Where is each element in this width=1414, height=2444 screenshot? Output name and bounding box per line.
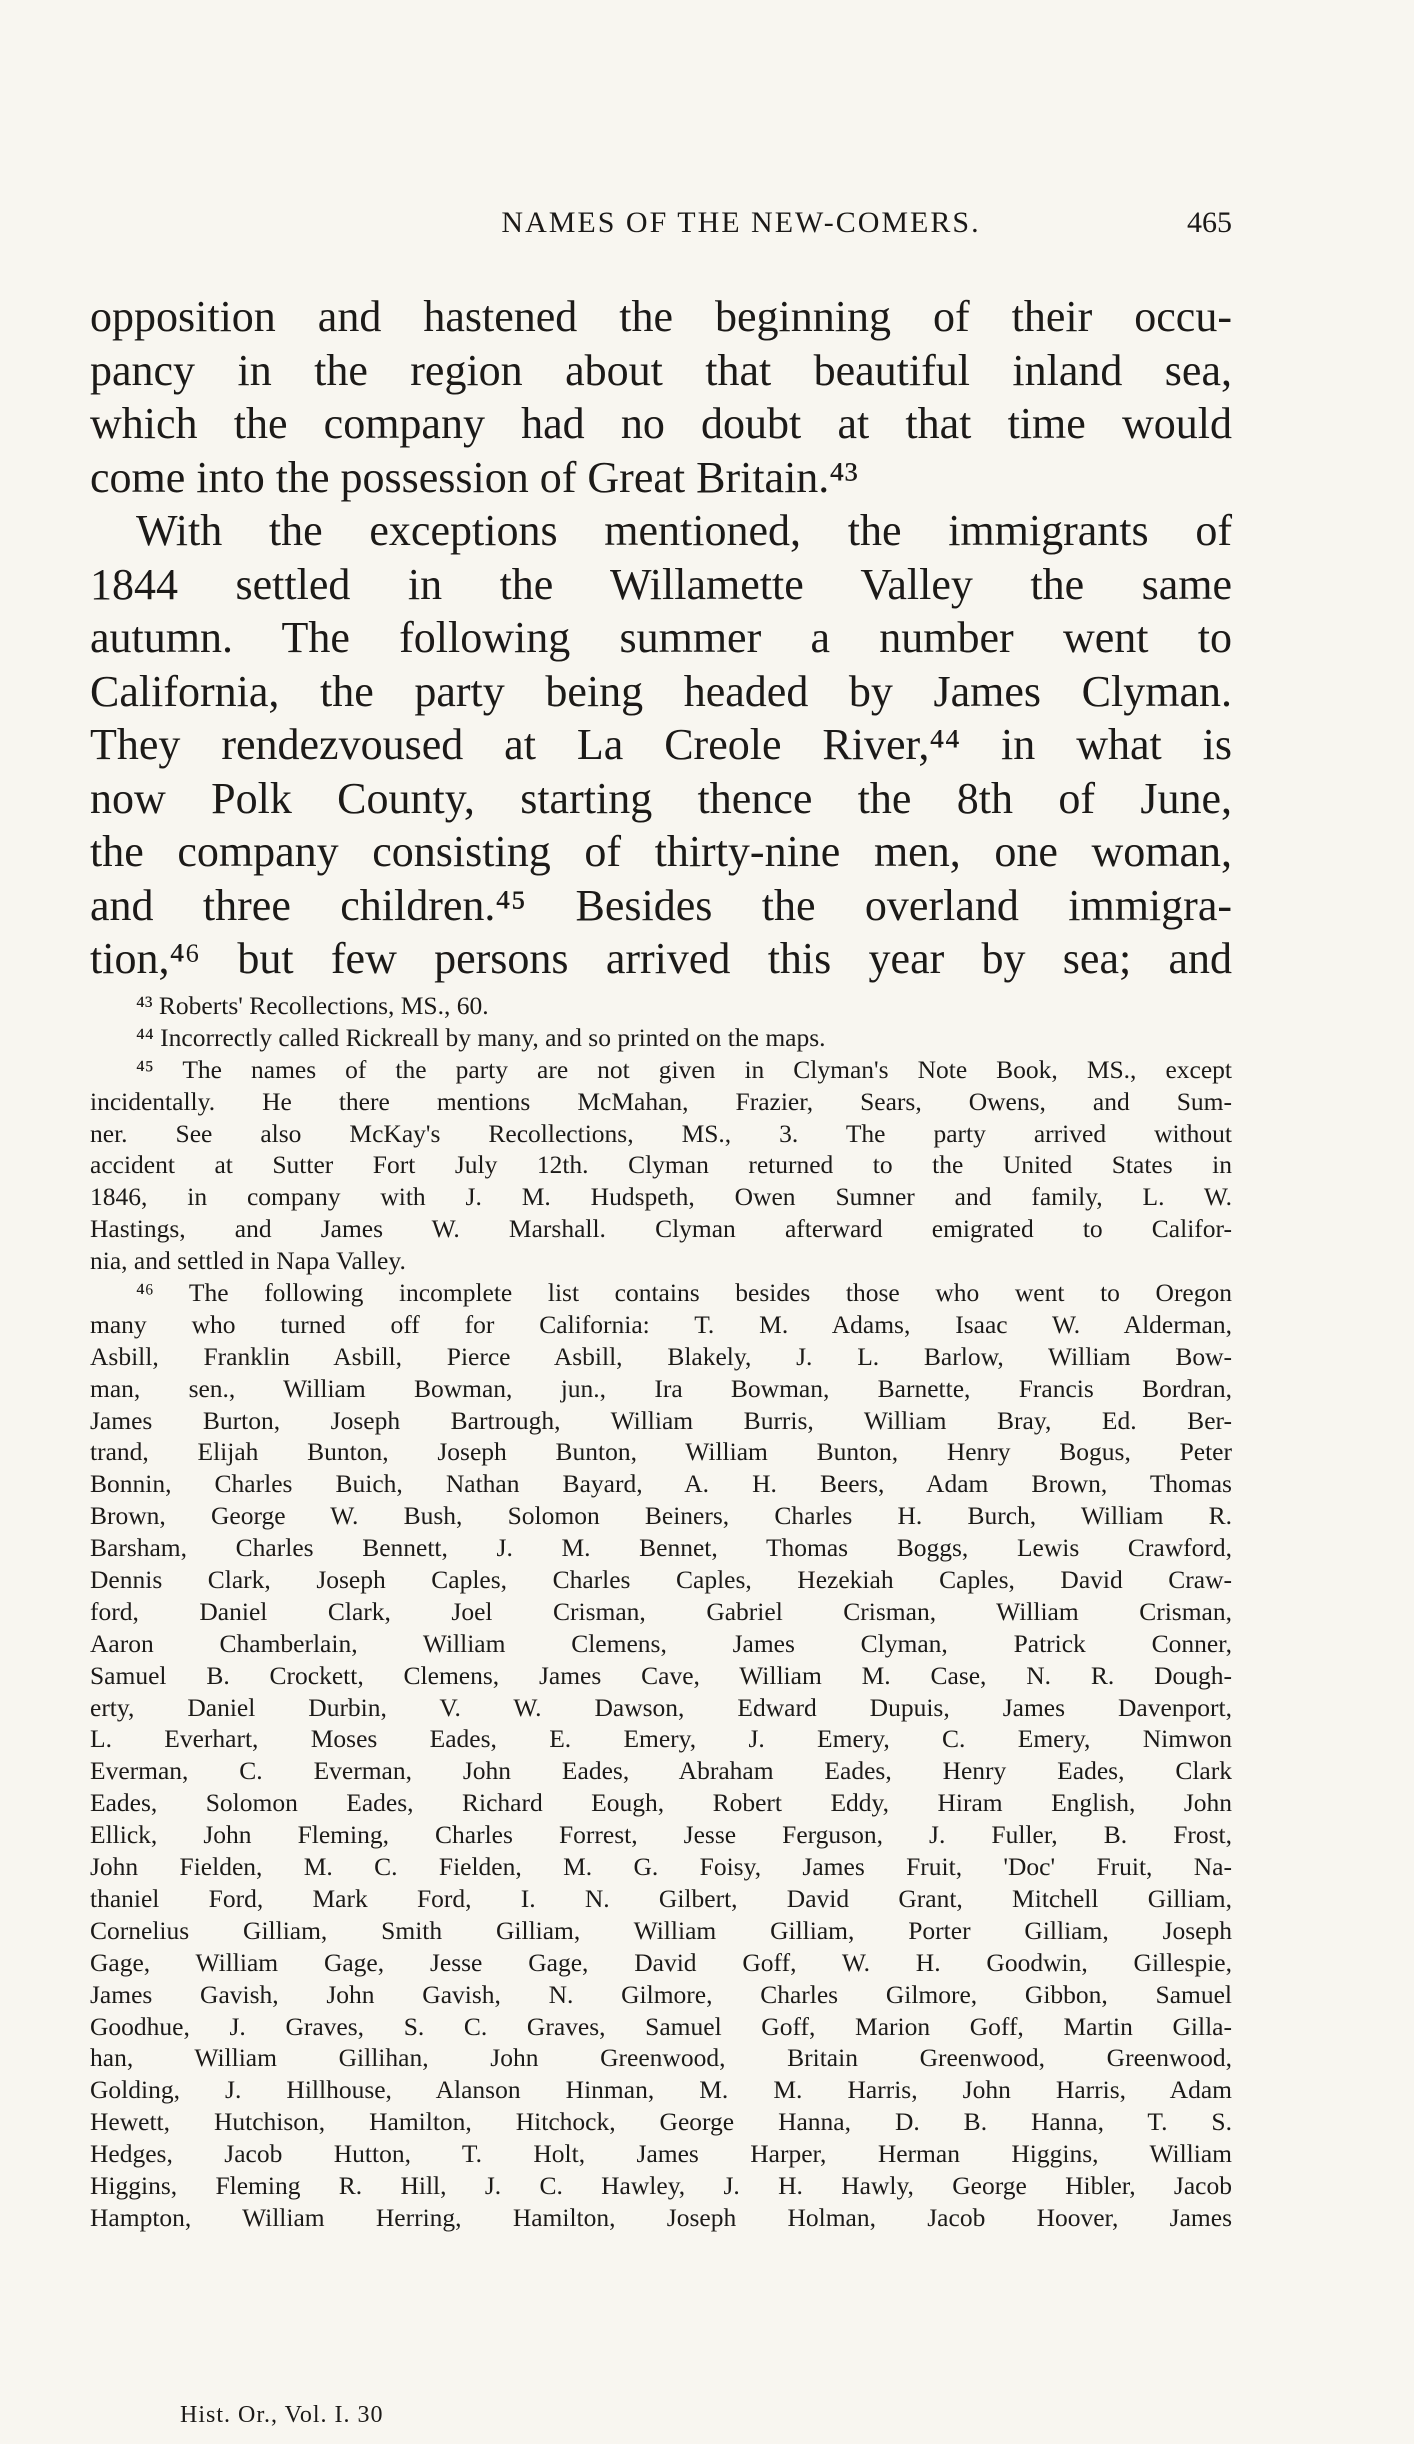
body-line: the company consisting of thirty-nine men, one woman, [90,827,1232,876]
footnote-line: incidentally. He there mentions McMahan, Frazier, Sears, Owens, and Sum- [90,1086,1232,1116]
footnote-line: Gage, William Gage, Jesse Gage, David Goff, W. H. Goodwin, Gillespie, [90,1947,1232,1977]
footnote-line: thaniel Ford, Mark Ford, I. N. Gilbert, David Grant, Mitchell Gilliam, [90,1883,1232,1913]
body-line: 1844 settled in the Willamette Valley the same [90,559,1232,609]
footnote-line: trand, Elijah Bunton, Joseph Bunton, William Bunton, Henry Bogus, Peter [90,1437,1232,1467]
page-header [250,206,1232,246]
footnote-line: Samuel B. Crockett, Clemens, James Cave, William M. Case, N. R. Dough- [90,1660,1232,1690]
body-line: California, the party being headed by James Clyman. [90,666,1232,716]
footnote-line: ner. See also McKay's Recollections, MS., 3. The party arrived without [90,1118,1232,1148]
body-line: pancy in the region about that beautiful inland sea, [90,345,1232,395]
footnote-line: L. Everhart, Moses Eades, E. Emery, J. Emery, C. Emery, Nimwon [90,1724,1232,1754]
footnote-line: Hedges, Jacob Hutton, T. Holt, James Harper, Herman Higgins, William [90,2139,1232,2169]
footnote-line: han, William Gillihan, John Greenwood, Britain Greenwood, Greenwood, [90,2043,1232,2073]
body-line: now Polk County, starting thence the 8th of June, [90,773,1232,823]
body-line: opposition and hastened the beginning of their occu- [90,292,1232,341]
footnote-line: Brown, George W. Bush, Solomon Beiners, Charles H. Burch, William R. [90,1501,1232,1531]
footnote-line: Aaron Chamberlain, William Clemens, James Clyman, Patrick Conner, [90,1628,1232,1658]
page-number: 465 [1187,206,1232,239]
footnote-line: Asbill, Franklin Asbill, Pierce Asbill, Blakely, J. L. Barlow, William Bow- [90,1341,1232,1371]
footnote-line: accident at Sutter Fort July 12th. Clyman returned to the United States in [90,1150,1232,1180]
body-line: come into the possession of Great Britain.⁴³ [90,452,858,502]
running-title: NAMES OF THE NEW-COMERS. [501,206,981,239]
footnote-line: Cornelius Gilliam, Smith Gilliam, William Gilliam, Porter Gilliam, Joseph [90,1915,1232,1945]
footnote-line: Bonnin, Charles Buich, Nathan Bayard, A. H. Beers, Adam Brown, Thomas [90,1469,1232,1499]
footnote-line: Everman, C. Everman, John Eades, Abraham Eades, Henry Eades, Clark [90,1756,1232,1786]
footnote-line: Golding, J. Hillhouse, Alanson Hinman, M. M. Harris, John Harris, Adam [90,2075,1232,2105]
footnote-line: Goodhue, J. Graves, S. C. Graves, Samuel Goff, Marion Goff, Martin Gilla- [90,2011,1232,2041]
body-line: With the exceptions mentioned, the immigrants of [136,506,1232,555]
footnote-line: ⁴⁴ Incorrectly called Rickreall by many, and so printed on the maps. [136,1022,826,1052]
signature-line: Hist. Or., Vol. I. 30 [180,2402,384,2428]
footnote-line: nia, and settled in Napa Valley. [90,1246,406,1276]
footnote-line: Eades, Solomon Eades, Richard Eough, Robert Eddy, Hiram English, John [90,1788,1232,1818]
footnote-line: ⁴³ Roberts' Recollections, MS., 60. [136,991,489,1020]
footnote-line: man, sen., William Bowman, jun., Ira Bowman, Barnette, Francis Bordran, [90,1373,1232,1403]
footnote-line: Ellick, John Fleming, Charles Forrest, Jesse Ferguson, J. Fuller, B. Frost, [90,1820,1232,1850]
footnote-line: Dennis Clark, Joseph Caples, Charles Caples, Hezekiah Caples, David Craw- [90,1565,1232,1595]
body-line: which the company had no doubt at that time would [90,399,1232,448]
footnote-line: many who turned off for California: T. M. Adams, Isaac W. Alderman, [90,1309,1232,1339]
body-text [90,290,1232,986]
body-line: autumn. The following summer a number went to [90,613,1232,662]
body-line: and three children.⁴⁵ Besides the overland immigra- [90,880,1232,930]
footnote-line: Higgins, Fleming R. Hill, J. C. Hawley, J. H. Hawly, George Hibler, Jacob [90,2170,1232,2200]
footnote-line: Hewett, Hutchison, Hamilton, Hitchock, George Hanna, D. B. Hanna, T. S. [90,2107,1232,2137]
footnote-line: John Fielden, M. C. Fielden, M. G. Foisy, James Fruit, 'Doc' Fruit, Na- [90,1852,1232,1882]
footnote-line: Hastings, and James W. Marshall. Clyman afterward emigrated to Califor- [90,1214,1232,1244]
footnote-line: ford, Daniel Clark, Joel Crisman, Gabriel Crisman, William Crisman, [90,1596,1232,1626]
footnote-line: James Burton, Joseph Bartrough, William Burris, William Bray, Ed. Ber- [90,1405,1232,1435]
footnote-line: Hampton, William Herring, Hamilton, Joseph Holman, Jacob Hoover, James [90,2202,1232,2232]
footnote-line: erty, Daniel Durbin, V. W. Dawson, Edward Dupuis, James Davenport, [90,1692,1232,1722]
footnote-line: ⁴⁵ The names of the party are not given in Clyman's Note Book, MS., except [136,1054,1232,1084]
body-line: tion,⁴⁶ but few persons arrived this year by sea; and [90,934,1232,983]
footnote-line: 1846, in company with J. M. Hudspeth, Owen Sumner and family, L. W. [90,1182,1232,1212]
footnote-line: James Gavish, John Gavish, N. Gilmore, Charles Gilmore, Gibbon, Samuel [90,1979,1232,2009]
footnote-line: ⁴⁶ The following incomplete list contains besides those who went to Oregon [136,1278,1232,1308]
body-line: They rendezvoused at La Creole River,⁴⁴ in what is [90,720,1232,769]
footnotes [90,990,1232,2234]
footnote-line: Barsham, Charles Bennett, J. M. Bennet, Thomas Boggs, Lewis Crawford, [90,1533,1232,1563]
